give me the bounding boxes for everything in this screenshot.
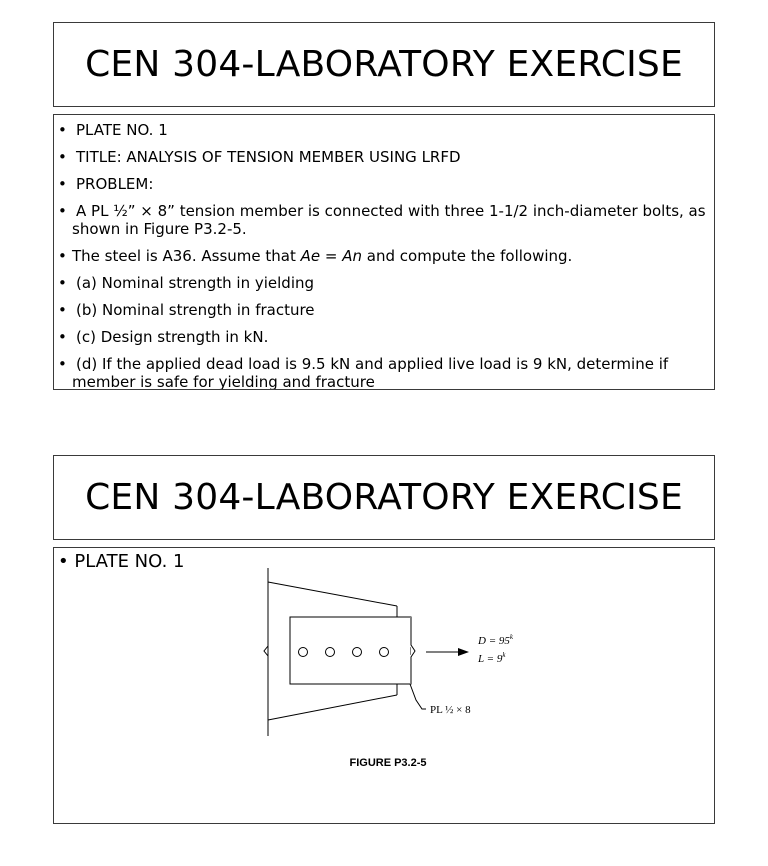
- bullet-text: [54, 355, 708, 390]
- text-run: =: [320, 247, 343, 265]
- text-run: (a) Nominal strength in yielding: [76, 274, 315, 292]
- bolt-hole: [380, 648, 389, 657]
- bullet-text: [54, 121, 708, 139]
- bolt-hole: [299, 648, 308, 657]
- bolt-hole: [353, 648, 362, 657]
- bullet-item: [54, 202, 708, 238]
- bullet-dot: •: [58, 551, 69, 572]
- dead-load-label: $D = 95^k$: [478, 633, 513, 647]
- slide1-title: CEN 304-LABORATORY EXERCISE: [85, 44, 683, 85]
- text-run: TITLE: ANALYSIS OF TENSION MEMBER USING LRFD: [76, 148, 461, 166]
- text-run: (c) Design strength in kN.: [76, 328, 269, 346]
- text-run: PLATE NO. 1: [76, 121, 168, 139]
- bullet-dot: •: [58, 175, 67, 193]
- bullet-item: [54, 121, 708, 139]
- italic-term: Ae: [300, 247, 321, 265]
- live-load-label: $L = 9^k$: [478, 651, 506, 665]
- bullet-text: [54, 247, 708, 265]
- text-run: The steel is A36. Assume that: [72, 247, 301, 265]
- bullet-dot: •: [58, 274, 67, 292]
- slide2-title: CEN 304-LABORATORY EXERCISE: [85, 477, 683, 518]
- bullet-dot: •: [58, 328, 67, 346]
- text-run: PROBLEM:: [76, 175, 154, 193]
- text-run: (d) If the applied dead load is 9.5 kN and applied live load is 9 kN, determine if member is safe for yielding and fracture: [72, 355, 669, 390]
- text-run: A PL ½” × 8” tension member is connected with three 1-1/2 inch-diameter bolts, as shown in Figure P3.2-5.: [72, 202, 706, 238]
- bullet-item: [54, 247, 708, 265]
- text-run: (b) Nominal strength in fracture: [76, 301, 315, 319]
- slide2-title-box: [53, 455, 715, 540]
- bullet-dot: •: [58, 148, 67, 166]
- bullet-text: [54, 301, 708, 319]
- text-run: and compute the following.: [362, 247, 573, 265]
- bullet-text: [54, 328, 708, 346]
- slide2-plate-label: PLATE NO. 1: [74, 551, 185, 572]
- bullet-dot: •: [58, 301, 67, 319]
- slide2-content-box: [53, 547, 715, 824]
- slide1-title-box: [53, 22, 715, 107]
- bullet-text: [54, 274, 708, 292]
- bullet-text: [54, 175, 708, 193]
- bullet-item: [54, 355, 708, 390]
- slide1-content-box: [53, 114, 715, 390]
- bullet-item: [54, 148, 708, 166]
- left-break-mark: [264, 646, 268, 656]
- bullet-item: [54, 328, 708, 346]
- figure-p3-2-5: [54, 548, 714, 823]
- bullet-text: [54, 202, 708, 238]
- italic-term: An: [342, 247, 363, 265]
- bullet-item: [54, 175, 708, 193]
- bullet-dot: •: [58, 121, 67, 139]
- bullet-dot: •: [58, 202, 67, 220]
- bolt-hole: [326, 648, 335, 657]
- bullet-dot: •: [58, 355, 67, 373]
- bullet-dot: •: [58, 247, 67, 265]
- plate-size-label: PL ½ × 8: [430, 704, 471, 716]
- bullet-item: [54, 301, 708, 319]
- plate-label-leader: [410, 684, 426, 709]
- bullet-text: [54, 148, 708, 166]
- figure-caption: FIGURE P3.2-5: [349, 757, 427, 769]
- bullet-item: [54, 274, 708, 292]
- load-arrow: [426, 648, 469, 656]
